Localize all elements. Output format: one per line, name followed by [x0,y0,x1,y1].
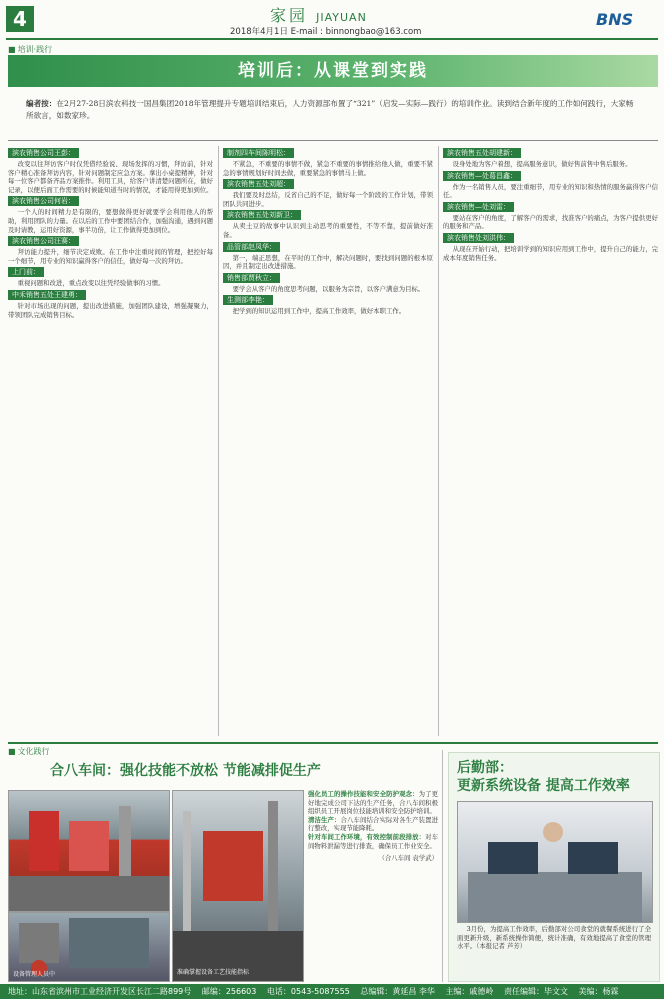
footer-address: 地址：山东省滨州市工业经济开发区长江二路899号 [8,987,192,996]
byline: （本报记者 芦芳） [476,942,527,951]
article-label: 滨农销售处刘洪伟： [443,233,514,243]
qa-text: 为了更好地完成公司下达的生产任务，合八车间积极组织员工开展岗位技能培训和安全防护培训。 [308,790,438,816]
equipment-illustration [9,791,169,911]
article-text: 从卖土豆的故事中认识到主动思考的重要性，不等不靠，提前做好准备。 [223,222,433,239]
footer-design: 美编：杨霖 [578,987,619,996]
article-text: 一个人的时间精力是有限的，要想做得更好就要学会利用他人的帮助，利用团队的力量。在以后的工作中要团结合作，加强沟通，遇到问题及时请教，运用好资源，事半功倍，让工作做得更加到位。 [8,208,213,234]
footer-managing: 主编：戚德岭 [445,987,494,996]
culture-article-body [308,790,438,980]
article-label: 品管部赵凤华： [223,242,280,252]
section-label: ■ 培训·践行 [8,44,52,55]
article-label: 滨农销售公司何岩： [8,196,79,206]
masthead-title-en: JIAYUAN [316,11,367,24]
byline: （合八车间 袁学武） [378,854,438,863]
column-3 [443,146,658,736]
section-divider [8,742,658,744]
office-illustration [458,802,652,922]
logistics-title: 后勤部： 更新系统设备 提高工作效率 [457,760,630,794]
article-label: 销售部贾秋立： [223,273,280,283]
article-text: 要学会从客户的角度思考问题，以服务为宗旨，以客户满意为目标。 [232,284,425,293]
masthead-title-cn: 家园 [270,6,309,25]
article-text: 我们要及时总结，反省自己的不足，做好每一个阶段的工作计划，带领团队共同进步。 [223,191,433,208]
qa-text: 合八车间结合实际对各生产装置进行整改，实现节能降耗。 [308,815,438,833]
header-rule [6,38,658,40]
article-text: 把学到的知识运用到工作中，提高工作效率，做好本职工作。 [232,307,406,316]
article-label: 滨农销售—处葛昌鑫： [443,171,521,181]
culture-article-title: 合八车间：强化技能不放松 节能减排促生产 [50,763,321,779]
photo-caption: 设备管理人员中 [13,971,56,978]
photo-caption: 准确掌握设备工艺技能指标 [177,969,250,976]
editor-note-label: 编者按： [26,99,57,108]
column-2 [223,146,433,736]
footer-proof: 责任编辑：毕文文 [503,987,568,996]
feature-banner [8,55,658,87]
article-text: 设身处地为客户着想，提高服务意识，做好售前售中售后服务。 [452,160,632,168]
issue-date: 2018年4月1日 E-mail : binnongbao@163.com [230,27,422,37]
footer-phone: 电话：0543-5087555 [266,987,350,996]
pipes-illustration [173,791,303,981]
logistics-text: 3月份，为提高工作效率，后勤部对公司食堂的就餐系统进行了全面更新升级，新系统操作简便，统计准确，有效地提高了食堂的管理水平。（本报记者 芦芳） [457,925,651,951]
column-divider [442,750,443,982]
column-1 [8,146,213,736]
article-label: 滨农销售公司王彭： [8,148,79,158]
column-divider [218,146,219,736]
article-text: 拜访能力提升，细节决定成败。在工作中注重时间的管理，把控好每一个细节，用专业的知识赢得客户的信任，做好每一次的拜访。 [8,248,213,265]
feature-title: 培训后：从课堂到实践 [238,61,428,81]
article-label: 生测部李艳： [223,295,273,305]
qa-heading: 针对车间工作环境，有效控制前段排放： [308,832,426,841]
article-text: 针对市场出现的问题，提出改进措施，加强团队建设，增强凝聚力，带领团队完成销售目标。 [8,301,213,319]
article-text: 要站在客户的角度，了解客户的需求，找准客户的痛点，为客户提供更好的服务和产品。 [443,213,658,231]
article-text: 不紧急，不重要的事情不做，紧急不重要的事情推给他人做，重要不紧急的事情规划好时间去做，重要紧急的事情马上做。 [223,160,433,177]
article-label: 中禾销售五处王建勇： [8,290,86,300]
logistics-body [457,925,651,979]
article-text: 从现在开始行动，把培训学到的知识应用到工作中，提升自己的能力，完成本年度销售任务。 [443,244,658,262]
article-text: 作为一名销售人员，要注重细节，用专业的知识和热情的服务赢得客户信任。 [443,182,658,200]
editor-note-text: 在2月27-28日滨农科技一国昌集团2018年管理提升专题培训结束后，人力资源部布置了“321”（启发—实际—践行）的培训作业。读到结合新年度的工作如何践行，大家畅所欲言，如数家珍。 [26,99,634,120]
factory-photo-2 [8,912,170,982]
article-label: 制剂四车间陈明松： [223,148,294,158]
article-text: 第一，端正思想，在平时的工作中，解决问题时，要找到问题的根本原因，并且制定出改进措施。 [223,253,433,271]
article-label: 上门前： [8,267,44,277]
article-label: 滨农销售五处刘新卫： [223,210,301,220]
column-divider [438,146,439,736]
editor-note [26,98,636,122]
factory-photo-1 [8,790,170,912]
logistics-article [448,752,660,982]
article-text: 重视问题和改进，重点改变以往凭经验做事的习惯。 [17,279,165,288]
brand-logo: BNS [596,10,634,29]
article-label: 滨农销售—处刘雷： [443,202,514,212]
qa-heading: 清洁生产： [308,815,341,824]
qa-text: 对车间物料泄漏等进行排查，确保员工作业安全。 [308,832,438,850]
page-number: 4 [6,6,34,32]
masthead-title [270,3,367,26]
article-label: 滨农销售五处刘超： [223,179,294,189]
divider [8,140,658,141]
article-label: 滨农销售五处胡建新： [443,148,521,158]
qa-heading: 强化员工的操作技能和安全防护观念： [308,790,419,798]
footer-bar [0,984,664,999]
footer-postcode: 邮编：256603 [201,987,257,996]
section-label: ■ 文化践行 [8,746,50,757]
footer-editor: 总编辑：黄延昌 李华 [360,987,435,996]
factory-photo-3 [172,790,304,982]
article-label: 滨农销售公司汪赛： [8,236,79,246]
article-text: 改变以往拜访客户时仅凭借经验说、现场发挥的习惯，拜访前，针对客户精心准备拜访内容，针对问题制定应急方案。拿出小桌提精神，针对每一位客户都备齐品方案推作。利用工具，给客户讲清楚问题所在，做好记录，以便后面工作需要的时候能知道当时的情况，才能用得更加到位。 [8,160,213,194]
logistics-photo [457,801,653,923]
